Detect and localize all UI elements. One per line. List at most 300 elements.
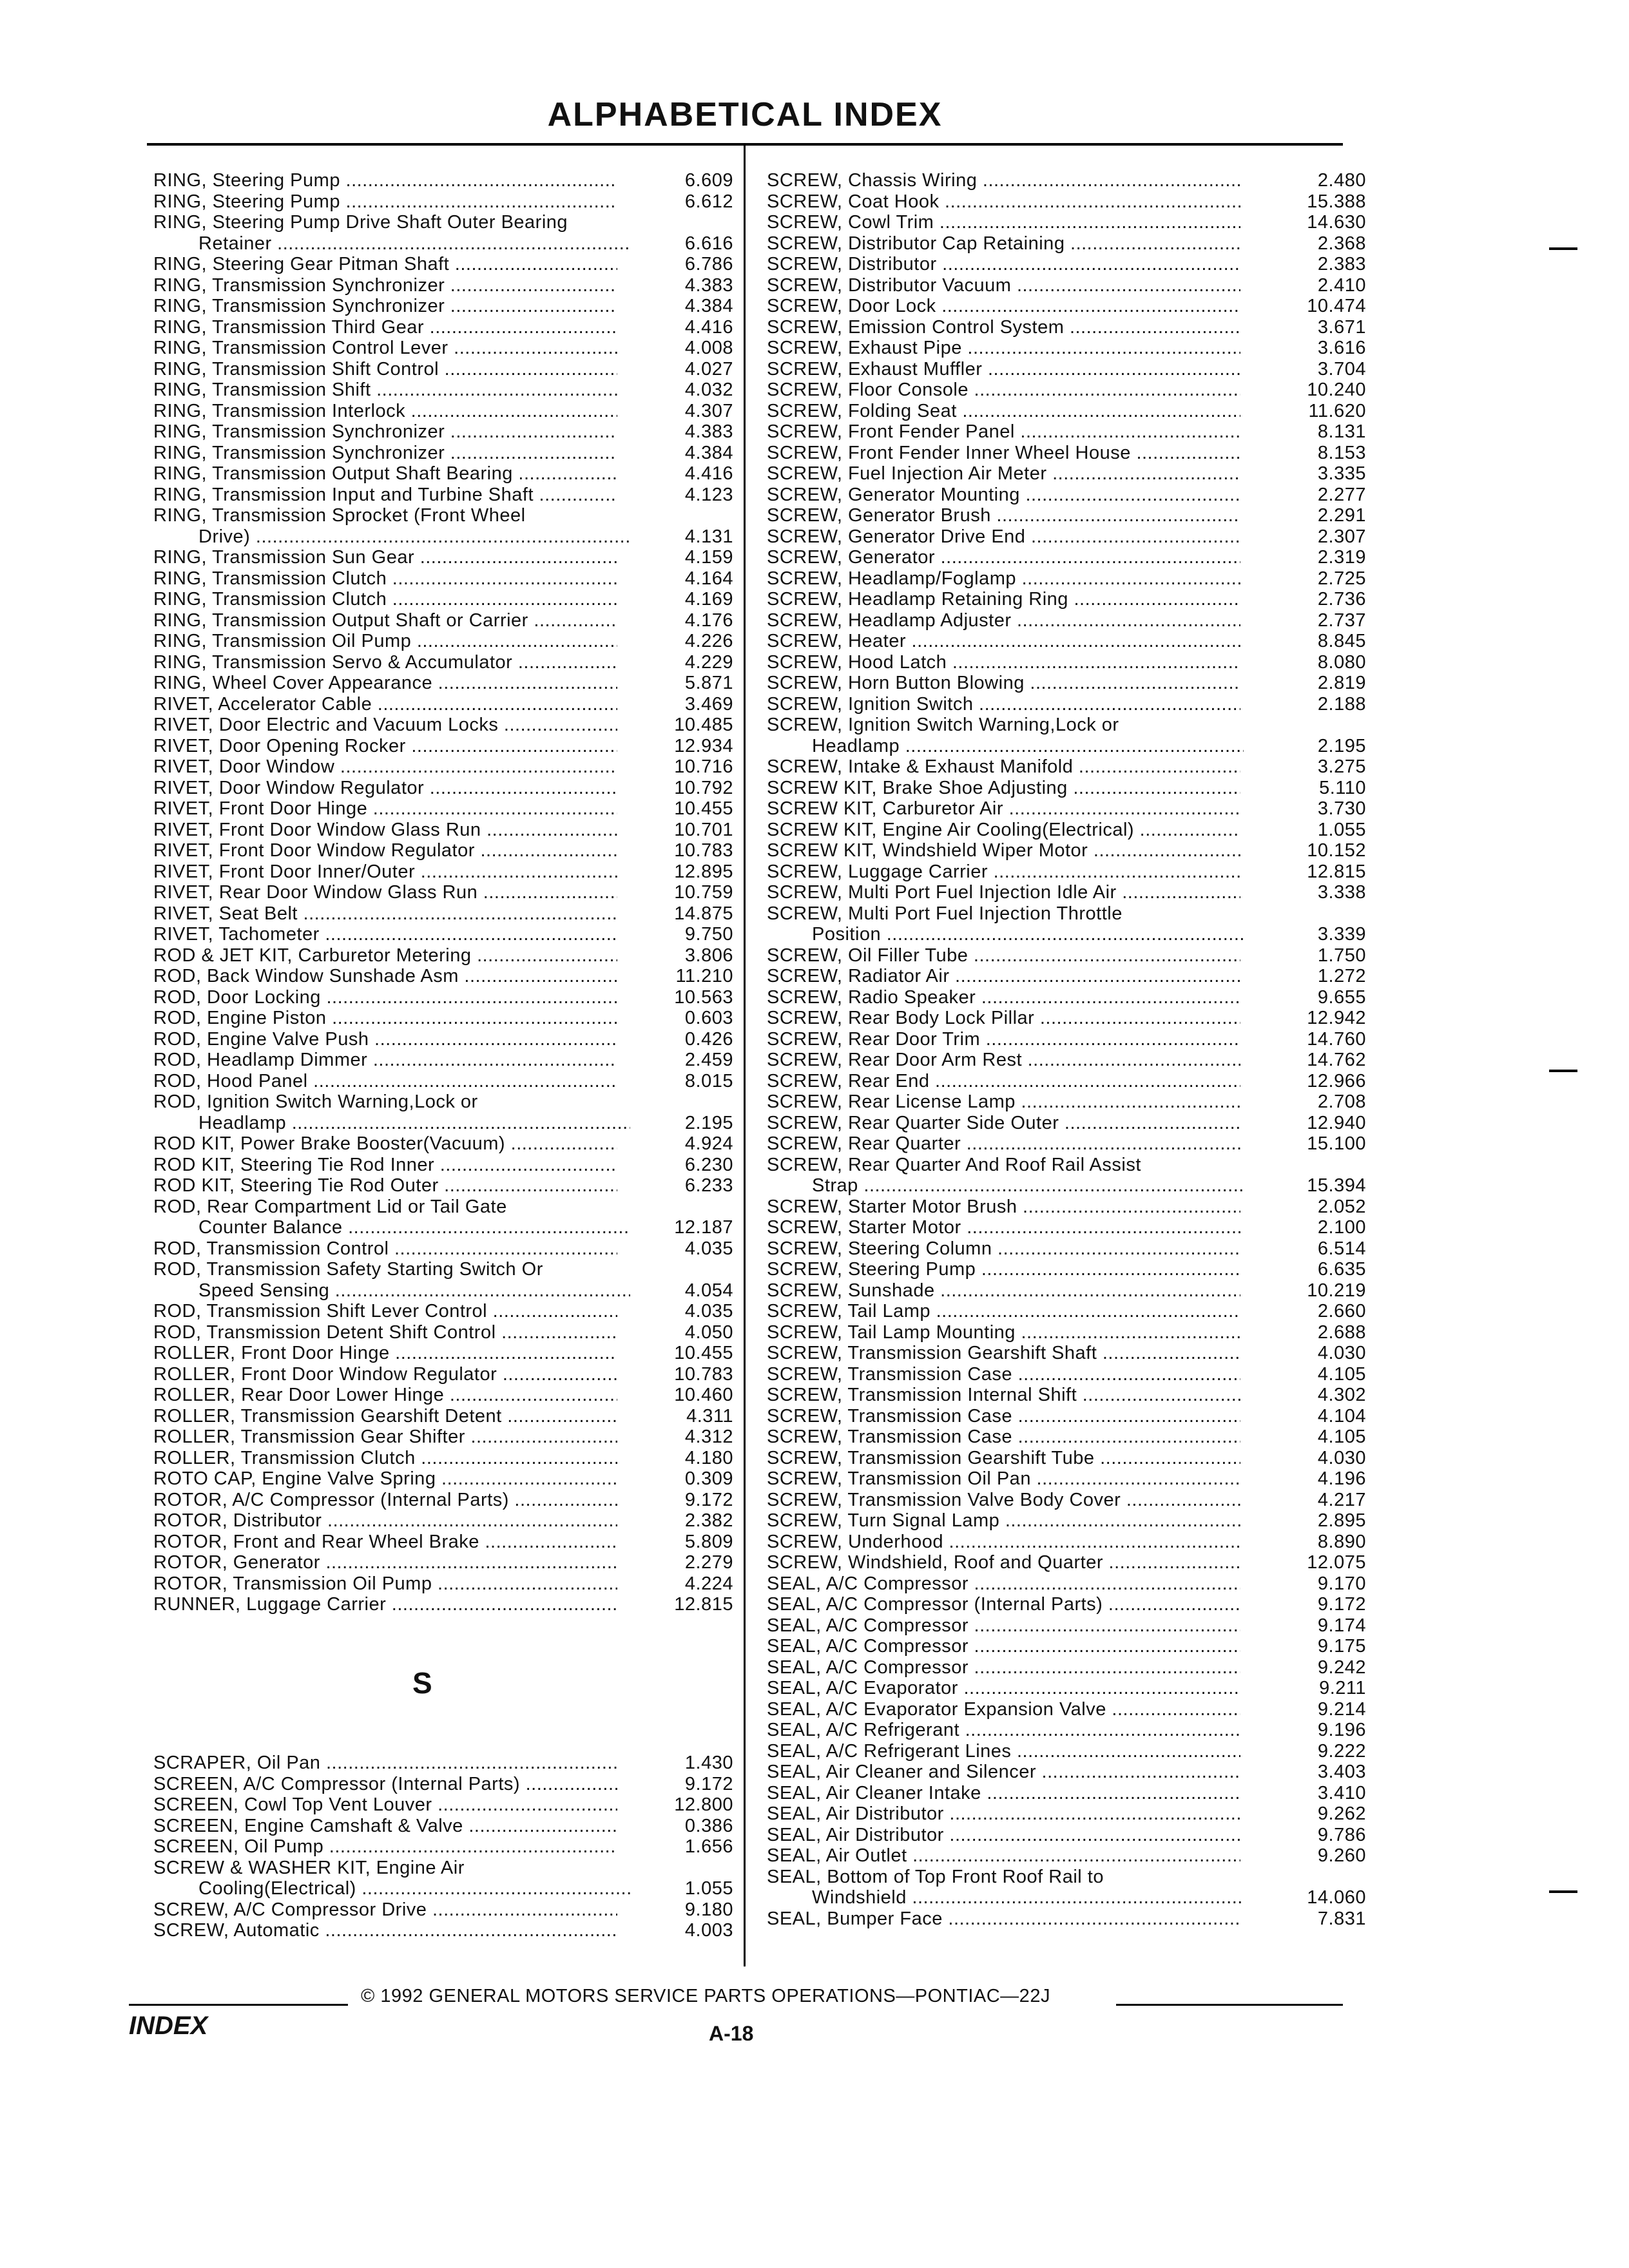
entry-page-ref: 2.188 <box>1317 693 1366 715</box>
index-entry <box>153 610 733 631</box>
entry-page-ref: 2.480 <box>1317 170 1366 191</box>
index-entry <box>153 1259 733 1280</box>
entry-name: ROD KIT, Power Brake Booster(Vacuum) ..... <box>153 1133 617 1155</box>
entry-page-ref: 8.890 <box>1317 1531 1366 1552</box>
entry-page-ref: 4.123 <box>684 484 733 505</box>
index-entry <box>767 1552 1366 1573</box>
entry-name: SCREW, Emission Control System ..... <box>767 317 1240 338</box>
footer-rule-right <box>1116 2004 1343 2006</box>
entry-name: RING, Transmission Synchronizer ..... <box>153 275 617 296</box>
entry-name: SEAL, A/C Compressor ..... <box>767 1657 1240 1678</box>
entry-name: Counter Balance ..... <box>198 1217 630 1238</box>
index-entry <box>153 338 733 359</box>
entry-name: ROD, Transmission Control ..... <box>153 1238 617 1260</box>
entry-name: SCREW, Distributor ..... <box>767 254 1240 275</box>
entry-page-ref: 0.426 <box>684 1028 733 1050</box>
entry-name: SCREW, Headlamp/Foglamp ..... <box>767 568 1240 590</box>
entry-name: SCREW KIT, Windshield Wiper Motor ..... <box>767 840 1240 861</box>
left-s-entries <box>153 1753 733 1941</box>
entry-page-ref: 2.459 <box>684 1050 733 1070</box>
entry-page-ref: 12.934 <box>674 735 733 756</box>
entry-page-ref: 2.291 <box>1317 505 1366 526</box>
index-entry <box>153 296 733 317</box>
index-entry <box>153 485 733 506</box>
index-entry <box>767 945 1366 966</box>
index-entry <box>767 610 1366 631</box>
index-entry <box>153 233 733 255</box>
entry-page-ref: 9.196 <box>1317 1720 1366 1740</box>
entry-name: SCREW, Turn Signal Lamp ..... <box>767 1510 1240 1532</box>
entry-name: RING, Wheel Cover Appearance ..... <box>153 673 617 694</box>
index-entry <box>153 1573 733 1595</box>
entry-name: Windshield ..... <box>812 1887 1244 1908</box>
index-entry <box>153 568 733 590</box>
entry-page-ref: 2.660 <box>1317 1301 1366 1321</box>
entry-page-ref: 8.131 <box>1317 421 1366 442</box>
entry-name: RING, Transmission Third Gear ..... <box>153 317 617 338</box>
index-entry <box>153 1322 733 1343</box>
entry-page-ref: 10.792 <box>674 777 733 798</box>
entry-name: SCREW & WASHER KIT, Engine Air <box>153 1857 465 1878</box>
page-number: A-18 <box>709 2022 754 2045</box>
index-entry <box>767 820 1366 841</box>
entry-name: SCREW, Exhaust Pipe ..... <box>767 338 1240 359</box>
index-entry <box>153 275 733 296</box>
index-entry <box>767 1406 1366 1427</box>
entry-page-ref: 9.180 <box>684 1899 733 1920</box>
entry-page-ref: 10.219 <box>1307 1280 1366 1301</box>
entry-page-ref: 9.786 <box>1317 1824 1366 1845</box>
entry-name: SCREW, Rear Quarter Side Outer ..... <box>767 1113 1240 1134</box>
entry-name: SCREW, Multi Port Fuel Injection Idle Air ..... <box>767 882 1240 903</box>
index-entry <box>767 652 1366 673</box>
entry-page-ref: 8.153 <box>1317 442 1366 463</box>
entry-page-ref: 10.759 <box>674 882 733 903</box>
entry-name: SCREW, Rear Quarter And Roof Rail Assist <box>767 1154 1141 1175</box>
entry-name: SCREEN, Engine Camshaft & Valve ..... <box>153 1816 617 1837</box>
entry-page-ref: 3.469 <box>684 693 733 715</box>
entry-page-ref: 14.762 <box>1307 1050 1366 1070</box>
entry-name: SCREW, Generator Drive End ..... <box>767 526 1240 548</box>
entry-name: Headlamp ..... <box>812 736 1244 757</box>
entry-name: RIVET, Seat Belt ..... <box>153 903 617 925</box>
entry-name: SCREW, Transmission Gearshift Tube ..... <box>767 1448 1240 1469</box>
entry-name: SCREW, Cowl Trim ..... <box>767 212 1240 233</box>
entry-page-ref: 10.485 <box>674 715 733 735</box>
entry-page-ref: 6.609 <box>684 170 733 191</box>
entry-name: SEAL, Air Distributor ..... <box>767 1803 1240 1825</box>
entry-name: RIVET, Rear Door Window Glass Run ..... <box>153 882 617 903</box>
index-entry <box>153 673 733 694</box>
entry-name: ROLLER, Transmission Clutch ..... <box>153 1448 617 1469</box>
index-entry <box>767 1155 1366 1176</box>
entry-page-ref: 2.195 <box>684 1112 733 1133</box>
index-entry <box>153 966 733 987</box>
entry-page-ref: 4.924 <box>684 1133 733 1154</box>
index-entry <box>767 1050 1366 1071</box>
entry-page-ref: 9.172 <box>1317 1594 1366 1615</box>
index-entry <box>767 1133 1366 1155</box>
entry-page-ref: 10.563 <box>674 986 733 1008</box>
entry-name: Headlamp ..... <box>198 1113 630 1134</box>
entry-name: RING, Transmission Clutch ..... <box>153 568 617 590</box>
entry-page-ref: 9.214 <box>1317 1698 1366 1720</box>
entry-page-ref: 2.895 <box>1317 1510 1366 1531</box>
entry-page-ref: 6.612 <box>684 191 733 212</box>
entry-name: ROLLER, Front Door Window Regulator ..... <box>153 1364 617 1385</box>
entry-page-ref: 11.620 <box>1308 400 1366 421</box>
index-entry <box>767 233 1366 255</box>
index-entry <box>767 882 1366 903</box>
index-entry <box>153 1532 733 1553</box>
index-entry <box>153 1427 733 1448</box>
entry-name: SCREW, Radio Speaker ..... <box>767 987 1240 1008</box>
entry-page-ref: 4.104 <box>1317 1405 1366 1427</box>
entry-page-ref: 3.671 <box>1317 316 1366 338</box>
index-entry <box>767 1510 1366 1532</box>
index-entry <box>767 1322 1366 1343</box>
entry-name: ROD, Engine Valve Push ..... <box>153 1029 617 1050</box>
index-entry <box>153 1175 733 1196</box>
entry-name: ROLLER, Front Door Hinge ..... <box>153 1343 617 1364</box>
index-entry <box>767 1343 1366 1364</box>
index-entry <box>767 380 1366 401</box>
index-entry <box>153 1753 733 1774</box>
entry-name: SCREW, Transmission Valve Body Cover ..... <box>767 1490 1240 1511</box>
index-entry <box>767 840 1366 861</box>
entry-name: ROD, Transmission Detent Shift Control ..... <box>153 1322 617 1343</box>
entry-page-ref: 2.052 <box>1317 1196 1366 1217</box>
entry-page-ref: 2.279 <box>684 1552 733 1573</box>
entry-name: SCREW, Intake & Exhaust Manifold ..... <box>767 756 1240 778</box>
index-entry <box>767 1238 1366 1260</box>
entry-name: ROD KIT, Steering Tie Rod Inner ..... <box>153 1155 617 1176</box>
index-entry <box>153 903 733 925</box>
index-entry <box>153 1594 733 1615</box>
index-entry <box>767 631 1366 652</box>
entry-page-ref: 4.027 <box>684 358 733 380</box>
footer-section-label: INDEX <box>129 2012 208 2040</box>
index-entry <box>767 694 1366 715</box>
entry-page-ref: 4.050 <box>684 1321 733 1343</box>
index-entry <box>153 798 733 820</box>
entry-name: SCREW, Distributor Vacuum ..... <box>767 275 1240 296</box>
entry-page-ref: 4.159 <box>684 547 733 568</box>
entry-page-ref: 4.030 <box>1317 1343 1366 1363</box>
entry-name: SCREW, Headlamp Retaining Ring ..... <box>767 589 1240 610</box>
entry-name: ROLLER, Rear Door Lower Hinge ..... <box>153 1385 617 1406</box>
entry-page-ref: 3.335 <box>1317 463 1366 484</box>
entry-page-ref: 4.003 <box>684 1920 733 1941</box>
entry-name: SCREW, Automatic ..... <box>153 1920 617 1941</box>
index-entry <box>153 443 733 464</box>
entry-page-ref: 9.750 <box>684 924 733 945</box>
entry-name: ROTOR, A/C Compressor (Internal Parts) ..... <box>153 1490 617 1511</box>
entry-name: SCREW, Front Fender Inner Wheel House ..... <box>767 443 1240 464</box>
entry-name: ROTOR, Distributor ..... <box>153 1510 617 1532</box>
section-letter: S <box>412 1666 432 1700</box>
index-entry <box>153 945 733 966</box>
entry-name: SCREW, A/C Compressor Drive ..... <box>153 1899 617 1921</box>
page-title: ALPHABETICAL INDEX <box>547 96 943 133</box>
index-entry <box>767 1468 1366 1490</box>
entry-name: SCREW KIT, Engine Air Cooling(Electrical) ..... <box>767 820 1240 841</box>
entry-page-ref: 10.240 <box>1307 380 1366 400</box>
entry-page-ref: 2.383 <box>1317 254 1366 274</box>
entry-name: RIVET, Front Door Hinge ..... <box>153 798 617 820</box>
index-entry <box>153 1217 733 1238</box>
entry-name: ROD, Rear Compartment Lid or Tail Gate <box>153 1196 507 1217</box>
entry-page-ref: 6.233 <box>684 1175 733 1196</box>
entry-name: RING, Transmission Shift ..... <box>153 380 617 401</box>
entry-name: SCREW, Transmission Gearshift Shaft ..... <box>767 1343 1240 1364</box>
index-entry <box>153 1920 733 1941</box>
entry-name: RIVET, Accelerator Cable ..... <box>153 694 617 715</box>
index-entry <box>767 1532 1366 1553</box>
copyright-notice: © 1992 GENERAL MOTORS SERVICE PARTS OPERATIONS—PONTIAC—22J <box>361 1986 1050 2006</box>
entry-name: SCREW, Generator Mounting ..... <box>767 485 1240 506</box>
entry-name: SCREEN, Oil Pump ..... <box>153 1836 617 1858</box>
entry-page-ref: 0.309 <box>684 1468 733 1489</box>
index-entry <box>153 505 733 526</box>
entry-page-ref: 12.075 <box>1307 1552 1366 1573</box>
index-entry <box>767 589 1366 610</box>
index-entry <box>153 1133 733 1155</box>
index-entry <box>153 1091 733 1113</box>
index-entry <box>767 903 1366 925</box>
entry-page-ref: 8.015 <box>684 1070 733 1091</box>
entry-name: SCREW, Horn Button Blowing ..... <box>767 673 1240 694</box>
entry-name: SCREW, Coat Hook ..... <box>767 191 1240 213</box>
entry-name: SCREW, Starter Motor Brush ..... <box>767 1196 1240 1218</box>
index-entry <box>153 463 733 485</box>
entry-name: ROD, Hood Panel ..... <box>153 1071 617 1092</box>
index-entry <box>767 1385 1366 1406</box>
index-entry <box>153 589 733 610</box>
entry-name: SCREW, Floor Console ..... <box>767 380 1240 401</box>
entry-name: RING, Steering Pump ..... <box>153 191 617 213</box>
entry-name: ROD & JET KIT, Carburetor Metering ..... <box>153 945 617 966</box>
entry-page-ref: 5.809 <box>684 1531 733 1552</box>
entry-page-ref: 3.275 <box>1317 756 1366 777</box>
entry-name: RING, Transmission Output Shaft or Carrier ..... <box>153 610 617 631</box>
entry-name: SCREW, Door Lock ..... <box>767 296 1240 317</box>
index-entry <box>153 380 733 401</box>
entry-name: SCREW, Hood Latch ..... <box>767 652 1240 673</box>
entry-name: SEAL, A/C Compressor (Internal Parts) ..... <box>767 1594 1240 1615</box>
entry-page-ref: 10.701 <box>674 819 733 840</box>
entry-page-ref: 1.750 <box>1317 945 1366 966</box>
index-entry <box>767 861 1366 883</box>
entry-name: SCREW, Windshield, Roof and Quarter ..... <box>767 1552 1240 1573</box>
entry-name: SCREW, Chassis Wiring ..... <box>767 170 1240 191</box>
left-index-column <box>153 170 733 1615</box>
entry-page-ref: 4.035 <box>684 1301 733 1321</box>
entry-page-ref: 4.169 <box>684 589 733 610</box>
entry-page-ref: 1.430 <box>684 1753 733 1773</box>
entry-name: SEAL, A/C Refrigerant ..... <box>767 1720 1240 1741</box>
index-entry <box>767 463 1366 485</box>
index-entry <box>153 882 733 903</box>
index-entry <box>767 1615 1366 1637</box>
edge-tick-mark <box>1549 1890 1577 1893</box>
entry-page-ref: 4.105 <box>1317 1427 1366 1447</box>
entry-name: RIVET, Front Door Window Glass Run ..... <box>153 820 617 841</box>
entry-page-ref: 14.760 <box>1307 1028 1366 1050</box>
entry-page-ref: 14.630 <box>1307 212 1366 233</box>
entry-page-ref: 6.616 <box>684 233 733 254</box>
index-entry <box>767 1678 1366 1699</box>
entry-page-ref: 3.704 <box>1317 358 1366 380</box>
entry-page-ref: 12.815 <box>1307 861 1366 882</box>
entry-name: RING, Transmission Control Lever ..... <box>153 338 617 359</box>
column-divider <box>744 143 746 1966</box>
index-entry <box>767 1803 1366 1825</box>
index-entry <box>767 1217 1366 1238</box>
index-entry <box>767 1720 1366 1741</box>
entry-name: ROLLER, Transmission Gearshift Detent ..... <box>153 1406 617 1427</box>
entry-page-ref: 6.786 <box>684 254 733 274</box>
entry-page-ref: 2.819 <box>1317 673 1366 693</box>
index-entry <box>767 568 1366 590</box>
entry-page-ref: 2.382 <box>684 1510 733 1531</box>
index-entry <box>767 673 1366 694</box>
entry-page-ref: 2.277 <box>1317 484 1366 505</box>
entry-name: RING, Transmission Input and Turbine Shaft ..... <box>153 485 617 506</box>
entry-page-ref: 10.716 <box>674 756 733 777</box>
right-s-entries <box>767 170 1366 1929</box>
entry-name: SCREW, Generator ..... <box>767 547 1240 568</box>
entry-name: SCREW, Rear Door Trim ..... <box>767 1029 1240 1050</box>
entry-page-ref: 2.725 <box>1317 568 1366 589</box>
index-entry <box>767 715 1366 736</box>
index-entry <box>153 526 733 548</box>
index-entry <box>767 1657 1366 1678</box>
index-entry <box>767 526 1366 548</box>
index-entry <box>153 1071 733 1092</box>
entry-page-ref: 1.272 <box>1317 966 1366 986</box>
entry-page-ref: 4.164 <box>684 568 733 589</box>
index-entry <box>767 1175 1366 1196</box>
entry-page-ref: 4.302 <box>1317 1385 1366 1405</box>
entry-page-ref: 3.410 <box>1317 1782 1366 1803</box>
index-entry <box>153 1816 733 1837</box>
index-entry <box>153 778 733 799</box>
index-entry <box>767 1741 1366 1762</box>
entry-name: SCREW, Rear Quarter ..... <box>767 1133 1240 1155</box>
index-entry <box>153 756 733 778</box>
entry-name: Retainer ..... <box>198 233 630 255</box>
index-entry <box>153 1008 733 1029</box>
index-entry <box>767 1196 1366 1218</box>
entry-page-ref: 3.338 <box>1317 882 1366 903</box>
entry-page-ref: 4.416 <box>684 316 733 338</box>
entry-name: SCREW KIT, Carburetor Air ..... <box>767 798 1240 820</box>
index-entry <box>767 1783 1366 1804</box>
index-entry <box>153 359 733 380</box>
entry-page-ref: 14.875 <box>674 903 733 924</box>
index-entry <box>767 1845 1366 1867</box>
entry-name: SCREW, Oil Filler Tube ..... <box>767 945 1240 966</box>
entry-name: Cooling(Electrical) ..... <box>198 1878 630 1899</box>
entry-name: SEAL, A/C Compressor ..... <box>767 1615 1240 1637</box>
index-entry <box>767 212 1366 233</box>
entry-page-ref: 12.966 <box>1307 1070 1366 1091</box>
entry-page-ref: 9.172 <box>684 1489 733 1510</box>
index-entry <box>153 212 733 233</box>
index-entry <box>153 1029 733 1050</box>
entry-name: ROD, Engine Piston ..... <box>153 1008 617 1029</box>
left-r-entries <box>153 170 733 1615</box>
entry-page-ref: 7.831 <box>1317 1908 1366 1929</box>
entry-name: SCREW, Transmission Case ..... <box>767 1364 1240 1385</box>
entry-page-ref: 4.196 <box>1317 1468 1366 1489</box>
index-entry <box>153 1385 733 1406</box>
entry-name: SCREW, Headlamp Adjuster ..... <box>767 610 1240 631</box>
entry-page-ref: 4.105 <box>1317 1363 1366 1385</box>
entry-name: SEAL, A/C Evaporator ..... <box>767 1678 1240 1699</box>
index-entry <box>767 1091 1366 1113</box>
index-entry <box>153 1196 733 1218</box>
index-entry <box>767 1427 1366 1448</box>
entry-name: SCREW, Fuel Injection Air Meter ..... <box>767 463 1240 485</box>
entry-page-ref: 4.030 <box>1317 1447 1366 1468</box>
entry-page-ref: 14.060 <box>1307 1887 1366 1908</box>
index-entry <box>153 1858 733 1879</box>
left-s-column <box>153 1753 733 1941</box>
entry-page-ref: 12.815 <box>674 1594 733 1615</box>
entry-name: ROD, Ignition Switch Warning,Lock or <box>153 1091 478 1112</box>
entry-name: RING, Transmission Oil Pump ..... <box>153 631 617 652</box>
entry-page-ref: 3.730 <box>1317 798 1366 819</box>
index-entry <box>767 966 1366 987</box>
entry-name: ROD, Headlamp Dimmer ..... <box>153 1050 617 1071</box>
entry-name: Position ..... <box>812 924 1244 945</box>
entry-page-ref: 3.806 <box>684 945 733 966</box>
entry-name: SCREW, Rear Body Lock Pillar ..... <box>767 1008 1240 1029</box>
entry-page-ref: 4.307 <box>684 400 733 421</box>
entry-page-ref: 4.226 <box>684 631 733 651</box>
index-entry <box>153 191 733 213</box>
entry-page-ref: 10.783 <box>674 840 733 861</box>
entry-name: SCREW, Ignition Switch Warning,Lock or <box>767 715 1119 735</box>
index-entry <box>153 1113 733 1134</box>
entry-name: ROTO CAP, Engine Valve Spring ..... <box>153 1468 617 1490</box>
entry-name: SEAL, Air Cleaner Intake ..... <box>767 1783 1240 1804</box>
index-entry <box>767 505 1366 526</box>
entry-page-ref: 4.131 <box>684 526 733 547</box>
index-entry <box>767 1594 1366 1615</box>
entry-name: SEAL, Air Distributor ..... <box>767 1825 1240 1846</box>
entry-page-ref: 9.242 <box>1317 1657 1366 1678</box>
index-entry <box>153 1155 733 1176</box>
index-entry <box>153 1301 733 1322</box>
entry-page-ref: 12.940 <box>1307 1112 1366 1133</box>
entry-page-ref: 9.655 <box>1317 986 1366 1008</box>
entry-name: SCREW, Steering Pump ..... <box>767 1259 1240 1280</box>
entry-page-ref: 8.080 <box>1317 651 1366 673</box>
entry-page-ref: 2.195 <box>1317 735 1366 756</box>
index-entry <box>153 254 733 275</box>
entry-page-ref: 4.229 <box>684 651 733 673</box>
index-entry <box>153 1050 733 1071</box>
entry-name: SCREW, Folding Seat ..... <box>767 401 1240 422</box>
index-entry <box>767 778 1366 799</box>
index-entry <box>153 1468 733 1490</box>
index-entry <box>153 1364 733 1385</box>
index-entry <box>153 1899 733 1921</box>
entry-page-ref: 1.656 <box>684 1836 733 1857</box>
